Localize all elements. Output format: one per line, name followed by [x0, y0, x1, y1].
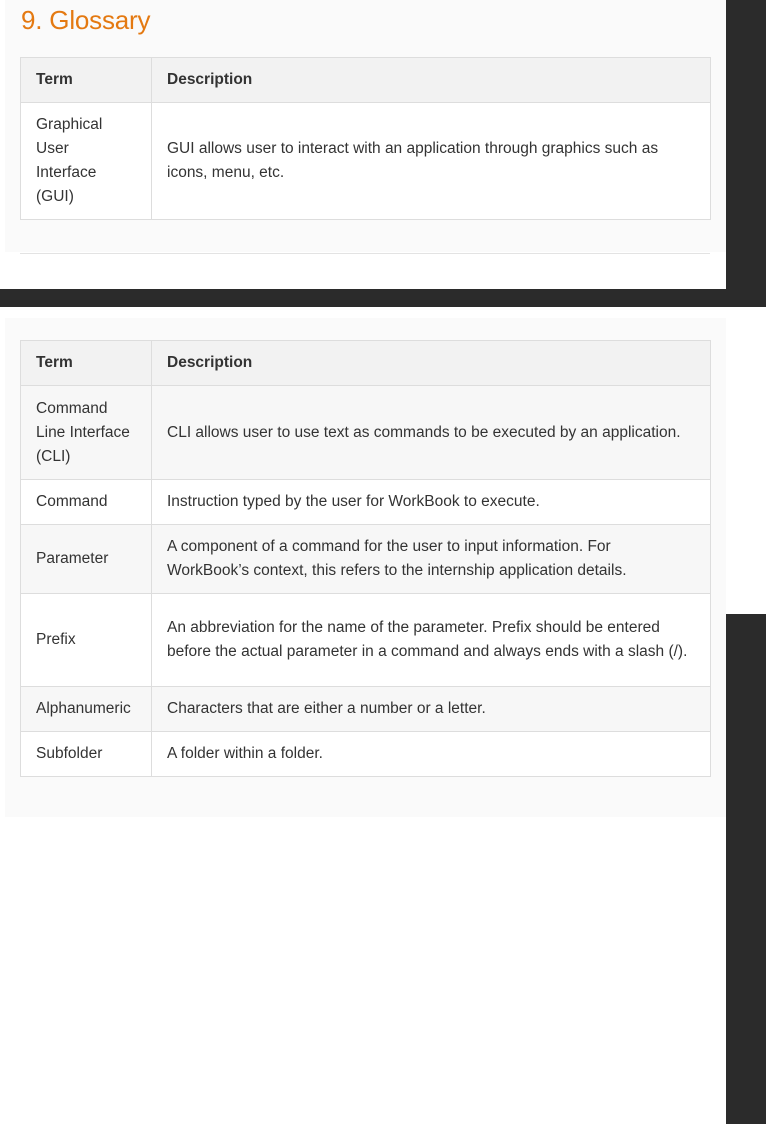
description-column-header: Description [152, 341, 711, 386]
description-cell: GUI allows user to interact with an application through graphics such as icons, menu, etc. [152, 103, 711, 220]
term-cell: Prefix [21, 594, 152, 687]
right-edge-bar [726, 0, 766, 289]
description-cell: A folder within a folder. [152, 732, 711, 777]
right-edge-bar [726, 614, 766, 1124]
term-cell: Alphanumeric [21, 687, 152, 732]
term-column-header: Term [21, 58, 152, 103]
glossary-table [20, 340, 711, 777]
description-column-header: Description [152, 58, 711, 103]
table-row [21, 386, 711, 480]
top-panel [0, 0, 766, 289]
glossary-table-gui [20, 57, 711, 220]
term-cell: Parameter [21, 525, 152, 594]
term-cell: Command [21, 480, 152, 525]
dark-separator-band [0, 289, 766, 307]
page-title: 9. Glossary [21, 5, 151, 35]
description-cell: Instruction typed by the user for WorkBook to execute. [152, 480, 711, 525]
table-row [21, 732, 711, 777]
table-row [21, 525, 711, 594]
table-row [21, 480, 711, 525]
description-cell: CLI allows user to use text as commands to be executed by an application. [152, 386, 711, 480]
description-cell: An abbreviation for the name of the parameter. Prefix should be entered before the actual parameter in a command and always ends with a slash (/). [152, 594, 711, 687]
table-row [21, 103, 711, 220]
table-header-row [21, 58, 711, 103]
description-cell: A component of a command for the user to input information. For WorkBook’s context, this refers to the internship application details. [152, 525, 711, 594]
table-row [21, 687, 711, 732]
table-header-row [21, 341, 711, 386]
description-cell: Characters that are either a number or a letter. [152, 687, 711, 732]
term-cell: Command Line Interface (CLI) [21, 386, 152, 480]
term-cell: Subfolder [21, 732, 152, 777]
term-cell: Graphical User Interface (GUI) [21, 103, 152, 220]
section-divider [20, 253, 710, 254]
table-row [21, 594, 711, 687]
term-column-header: Term [21, 341, 152, 386]
